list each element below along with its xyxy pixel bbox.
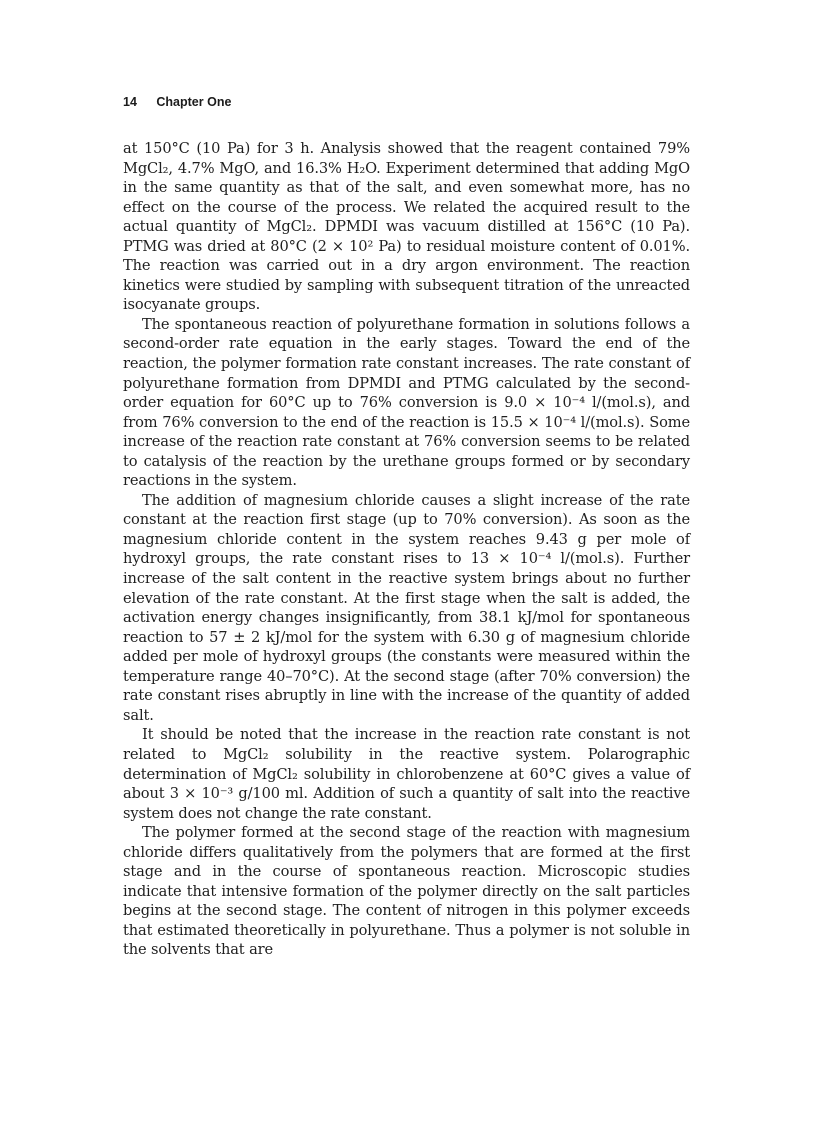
page-number: 14: [123, 95, 137, 109]
body-text: [123, 139, 690, 960]
chapter-title: Chapter One: [156, 95, 232, 109]
paragraph: The polymer formed at the second stage of the reaction with magnesium chloride differs qualitatively from the polymers that are formed at the first stage and in the course of spontaneous reaction. Microscopic studies indicate that intensive formation of the polymer directly on the salt particles begins at the second stage. The content of nitrogen in this polymer exceeds that estimated theoretically in polyurethane. Thus a polymer is not soluble in the solvents that are: [123, 824, 690, 959]
paragraph: The spontaneous reaction of polyurethane formation in solutions follows a second-order rate equation in the early stages. Toward the end of the reaction, the polymer formation rate constant increases. The rate constant of polyurethane formation from DPMDI and PTMG calculated by the second-order equation for 60°C up to 76% conversion is 9.0 × 10⁻⁴ l/(mol.s), and from 76% conversion to the end of the reaction is 15.5 × 10⁻⁴ l/(mol.s). Some increase of the reaction rate constant at 76% conversion seems to be related to catalysis of the reaction by the urethane groups formed or by secondary reactions in the system.: [123, 315, 690, 490]
running-head: [123, 95, 231, 109]
paragraph-continued: at 150°C (10 Pa) for 3 h. Analysis showed that the reagent contained 79% MgCl₂, 4.7% MgO, and 16.3% H₂O. Experiment determined that adding MgO in the same quantity as that of the salt, and even somewhat more, has no effect on the course of the process. We related the acquired result to the actual quantity of MgCl₂. DPMDI was vacuum distilled at 156°C (10 Pa). PTMG was dried at 80°C (2 × 10² Pa) to residual moisture content of 0.01%. The reaction was carried out in a dry argon environment. The reaction kinetics were studied by sampling with subsequent titration of the unreacted isocyanate groups.: [123, 140, 690, 314]
paragraph: It should be noted that the increase in the reaction rate constant is not related to MgCl₂ solubility in the reactive system. Polarographic determination of MgCl₂ solubility in chlorobenzene at 60°C gives a value of about 3 × 10⁻³ g/100 ml. Addition of such a quantity of salt into the reactive system does not change the rate constant.: [123, 726, 690, 822]
paragraph: The addition of magnesium chloride causes a slight increase of the rate constant at the reaction first stage (up to 70% conversion). As soon as the magnesium chloride content in the system reaches 9.43 g per mole of hydroxyl groups, the rate constant rises to 13 × 10⁻⁴ l/(mol.s). Further increase of the salt content in the reactive system brings about no further elevation of the rate constant. At the first stage when the salt is added, the activation energy changes insignificantly, from 38.1 kJ/mol for spontaneous reaction to 57 ± 2 kJ/mol for the system with 6.30 g of magnesium chloride added per mole of hydroxyl groups (the constants were measured within the temperature range 40–70°C). At the second stage (after 70% conversion) the rate constant rises abruptly in line with the increase of the quantity of added salt.: [123, 491, 690, 724]
